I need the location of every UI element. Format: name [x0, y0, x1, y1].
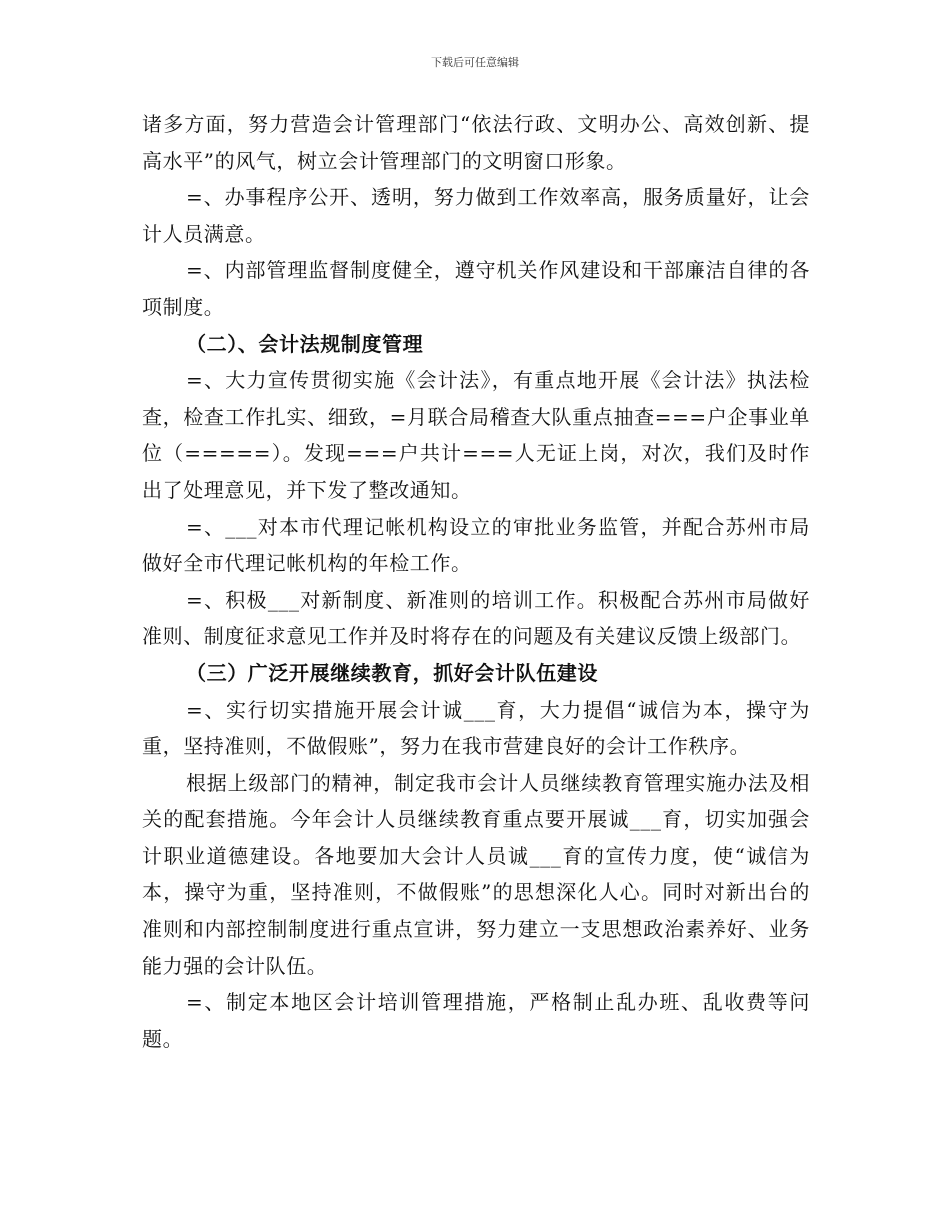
paragraph-item: =、大力宣传贯彻实施《会计法》，有重点地开展《会计法》执法检查，检查工作扎实、细致，=月联合局稽查大队重点抽查===户企事业单位（=====）。发现===户共计===人无证上岗，对次，我们及时作出了处理意见，并下发了整改通知。: [142, 368, 810, 502]
paragraph-item: =、制定本地区会计培训管理措施，严格制止乱办班、乱收费等问题。: [142, 990, 810, 1051]
page-header: 下载后可任意编辑: [431, 56, 519, 69]
section-heading: （二）、会计法规制度管理: [186, 331, 424, 356]
paragraph-continuation: 诸多方面，努力营造会计管理部门“依法行政、文明办公、高效创新、提高水平”的风气，树立会计管理部门的文明窗口形象。: [142, 112, 810, 173]
paragraph-item: =、内部管理监督制度健全，遵守机关作风建设和干部廉洁自律的各项制度。: [142, 258, 810, 319]
paragraph-item: =、实行切实措施开展会计诚___育，大力提倡“诚信为本，操守为重，坚持准则，不做假账”，努力在我市营建良好的会计工作秩序。: [142, 697, 810, 759]
paragraph-item: =、积极___对新制度、新准则的培训工作。积极配合苏州市局做好准则、制度征求意见工作并及时将存在的问题及有关建议反馈上级部门。: [142, 587, 810, 649]
document-body: [142, 106, 810, 1057]
paragraph-item: 根据上级部门的精神，制定我市会计人员继续教育管理实施办法及相关的配套措施。今年会计人员继续教育重点要开展诚___育，切实加强会计职业道德建设。各地要加大会计人员诚___育的宣传力度，使“诚信为本，操守为重，坚持准则，不做假账”的思想深化人心。同时对新出台的准则和内部控制制度进行重点宣讲，努力建立一支思想政治素养好、业务能力强的会计队伍。: [142, 770, 810, 978]
section-heading: （三）广泛开展继续教育，抓好会计队伍建设: [186, 660, 598, 685]
paragraph-item: =、___对本市代理记帐机构设立的审批业务监管，并配合苏州市局做好全市代理记帐机构的年检工作。: [142, 514, 810, 576]
paragraph-item: =、办事程序公开、透明，努力做到工作效率高，服务质量好，让会计人员满意。: [142, 185, 810, 246]
